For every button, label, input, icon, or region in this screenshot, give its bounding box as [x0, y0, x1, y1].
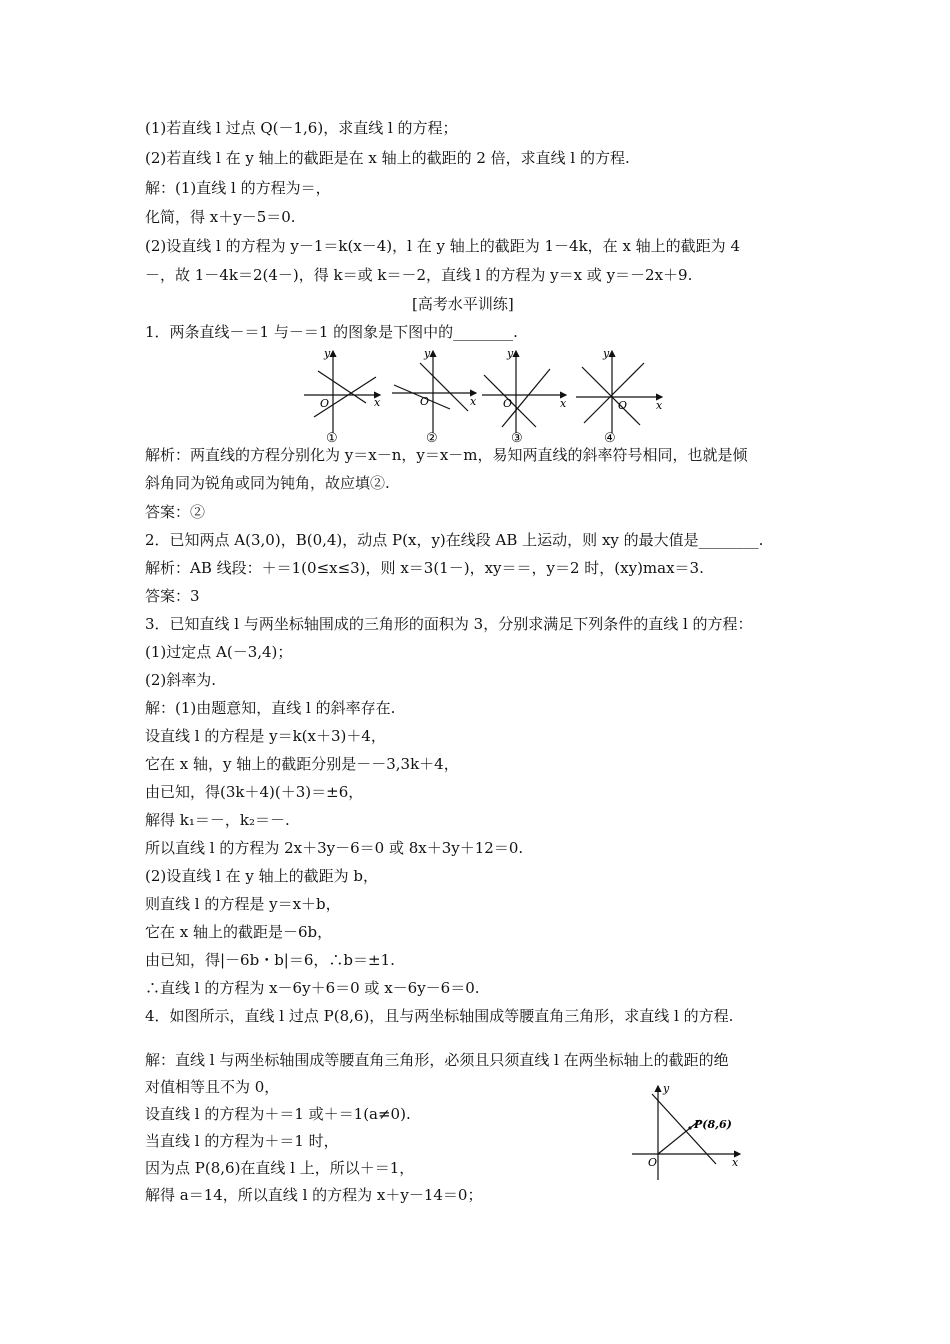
text-line: 则直线 l 的方程是 y＝x＋b， [145, 895, 341, 913]
figure-2 [392, 347, 477, 445]
text-line: (2)斜率为. [145, 671, 217, 689]
axis-y-label: y [324, 347, 331, 360]
section-title: [高考水平训练] [412, 295, 514, 313]
axis-x-label: x [470, 395, 477, 408]
figure-1 [304, 347, 381, 445]
axis-y-label: y [424, 347, 431, 360]
figure-label: ② [426, 431, 438, 445]
axis-x-label: x [656, 399, 663, 412]
axis-y-label: y [603, 347, 610, 360]
text-line: (1)若直线 l 过点 Q(－1,6)，求直线 l 的方程； [145, 119, 458, 137]
axis-y-label: y [663, 1082, 670, 1095]
text-line: 化简，得 x＋y－5＝0. [145, 208, 296, 226]
axis-y-label: y [507, 347, 514, 360]
axis-x-label: x [374, 396, 381, 409]
figure-label: ④ [604, 431, 616, 445]
origin-label: O [420, 395, 430, 408]
text-line: 解：(1)直线 l 的方程为＝， [145, 179, 331, 197]
axis-x-label: x [732, 1156, 739, 1169]
text-line: 解得 k₁＝－，k₂＝－. [145, 811, 290, 829]
text-line: (2)若直线 l 在 y 轴上的截距是在 x 轴上的截距的 2 倍，求直线 l 的方程. [145, 149, 630, 167]
text-line: (1)过定点 A(－3,4)； [145, 643, 293, 661]
text-line: －，故 1－4k＝2(4－)，得 k＝或 k＝－2，直线 l 的方程为 y＝x 或 y＝－2x＋9. [145, 266, 693, 284]
text-line: 设直线 l 的方程为＋＝1 或＋＝1(a≠0). [145, 1105, 411, 1123]
origin-label: O [648, 1156, 658, 1169]
text-line: 解得 a＝14，所以直线 l 的方程为 x＋y－14＝0； [145, 1186, 483, 1204]
axis-x-label: x [560, 397, 567, 410]
answer-line: 答案：② [145, 503, 206, 521]
question-4: 4．如图所示，直线 l 过点 P(8,6)，且与两坐标轴围成等腰直角三角形，求直线 l 的方程. [145, 1007, 734, 1025]
text-line: 解：(1)由题意知，直线 l 的斜率存在. [145, 699, 396, 717]
figure-4 [576, 347, 663, 445]
text-line: 斜角同为锐角或同为钝角，故应填②. [145, 474, 390, 492]
question-3: 3．已知直线 l 与两坐标轴围成的三角形的面积为 3，分别求满足下列条件的直线 l 的方程： [145, 615, 753, 633]
text-line: (2)设直线 l 的方程为 y－1＝k(x－4)，l 在 y 轴上的截距为 1－4k，在 x 轴上的截距为 4 [145, 237, 740, 255]
text-line: 它在 x 轴上的截距是－6b， [145, 923, 333, 941]
text-line: 所以直线 l 的方程为 2x＋3y－6＝0 或 8x＋3y＋12＝0. [145, 839, 524, 857]
text-line: 由已知，得|－6b・b|＝6，∴b＝±1. [145, 951, 395, 969]
text-line: 它在 x 轴，y 轴上的截距分别是－－3,3k＋4， [145, 755, 459, 773]
text-line: 当直线 l 的方程为＋＝1 时， [145, 1132, 339, 1150]
text-line: 解：直线 l 与两坐标轴围成等腰直角三角形，必须且只须直线 l 在两坐标轴上的截距的绝 [145, 1051, 729, 1069]
figure-3 [482, 347, 567, 445]
answer-line: 答案：3 [145, 587, 200, 605]
text-line: 由已知，得(3k＋4)(＋3)＝±6， [145, 783, 364, 801]
text-line: 对值相等且不为 0， [145, 1078, 280, 1096]
figure-label: ③ [511, 431, 523, 445]
question-1: 1．两条直线－＝1 与－＝1 的图象是下图中的________. [145, 323, 518, 341]
question-4-figure [628, 1082, 746, 1182]
text-line: 设直线 l 的方程是 y＝k(x＋3)＋4， [145, 727, 386, 745]
figure-label: ① [326, 431, 338, 445]
origin-label: O [503, 397, 513, 410]
option-figures [300, 345, 720, 445]
question-2: 2．已知两点 A(3,0)，B(0,4)，动点 P(x，y)在线段 AB 上运动，则 xy 的最大值是________. [145, 531, 764, 549]
text-line: (2)设直线 l 在 y 轴上的截距为 b， [145, 867, 378, 885]
point-label: P(8,6) [694, 1118, 732, 1131]
text-line: 解析：AB 线段：＋＝1(0≤x≤3)，则 x＝3(1－)，xy＝＝，y＝2 时，(xy)max＝3. [145, 559, 704, 577]
origin-label: O [320, 397, 330, 410]
text-line: 解析：两直线的方程分别化为 y＝x－n，y＝x－m，易知两直线的斜率符号相同，也就是倾 [145, 446, 748, 464]
text-line: 因为点 P(8,6)在直线 l 上，所以＋＝1， [145, 1159, 415, 1177]
origin-label: O [618, 399, 628, 412]
text-line: ∴直线 l 的方程为 x－6y＋6＝0 或 x－6y－6＝0. [145, 979, 480, 997]
